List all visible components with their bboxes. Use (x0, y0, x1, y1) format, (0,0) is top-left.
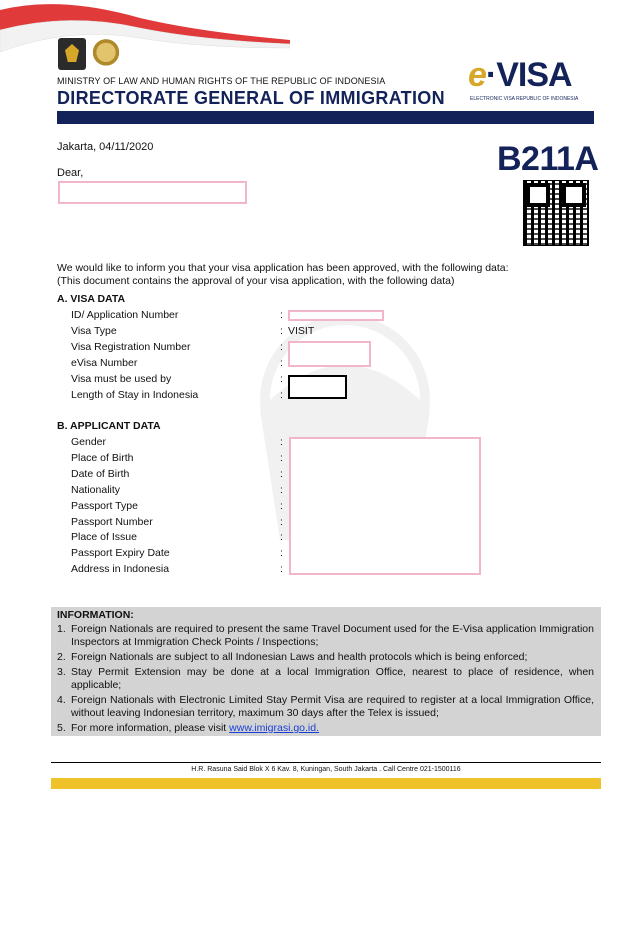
list-item-number: 1. (57, 623, 66, 635)
list-item (57, 623, 594, 649)
field-label-nationality: Nationality (71, 484, 121, 496)
field-colon: : (280, 531, 283, 543)
field-label-address-in-indonesia: Address in Indonesia (71, 563, 170, 575)
list-item (57, 666, 594, 692)
list-item-number: 4. (57, 694, 66, 706)
garuda-seal-icon (90, 38, 122, 70)
footer-address: H.R. Rasuna Said Blok X 6 Kav. 8, Kuningan, South Jakarta . Call Centre 021-1500116 (191, 766, 461, 773)
field-label-application-number: ID/ Application Number (71, 309, 179, 321)
evisa-logo-visa: ·VISA (485, 56, 572, 94)
footer-divider (51, 762, 601, 763)
evisa-logo-subtitle: ELECTRONIC VISA REPUBLIC OF INDONESIA (470, 96, 579, 102)
field-label-passport-expiry-date: Passport Expiry Date (71, 547, 170, 559)
field-label-visa-registration-number: Visa Registration Number (71, 341, 191, 353)
list-item-number: 2. (57, 651, 66, 663)
field-colon: : (280, 452, 283, 464)
redacted-visa-used-by (288, 375, 347, 399)
field-label-evisa-number: eVisa Number (71, 357, 138, 369)
header-divider-bar (57, 111, 594, 124)
field-colon: : (280, 516, 283, 528)
field-label-place-of-birth: Place of Birth (71, 452, 134, 464)
visa-data-title: A. VISA DATA (57, 293, 126, 305)
field-value-visa-type: VISIT (288, 325, 315, 337)
list-item-text: Foreign Nationals with Electronic Limited Stay Permit Visa are required to register at a local Immigration Office, without leaving Indonesian territory, maximum 30 days after the Telex is issued; (71, 694, 594, 719)
list-item-text: Stay Permit Extension may be done at a local Immigration Office, nearest to place of residence, when applicable; (71, 666, 594, 691)
field-label-passport-number: Passport Number (71, 516, 153, 528)
ministry-name: MINISTRY OF LAW AND HUMAN RIGHTS OF THE REPUBLIC OF INDONESIA (57, 76, 386, 86)
field-colon: : (280, 341, 283, 353)
information-list (57, 623, 594, 737)
indonesia-flag-ribbon (0, 0, 290, 60)
redacted-application-number (288, 310, 384, 321)
list-item-text: Foreign Nationals are subject to all Indonesian Laws and health protocols which is being enforced; (71, 651, 528, 663)
field-label-visa-type: Visa Type (71, 325, 117, 337)
field-colon: : (280, 547, 283, 559)
list-item-number: 5. (57, 722, 66, 734)
immigration-emblem-icon (58, 38, 86, 70)
salutation: Dear, (57, 167, 84, 179)
field-colon: : (280, 563, 283, 575)
redacted-registration-evisa-number (288, 341, 371, 367)
applicant-data-title: B. APPLICANT DATA (57, 420, 161, 432)
directorate-title: DIRECTORATE GENERAL OF IMMIGRATION (57, 88, 445, 108)
field-colon: : (280, 468, 283, 480)
evisa-logo (468, 56, 598, 106)
list-item (57, 722, 594, 735)
ministry-emblems (58, 38, 122, 70)
intro-line-1: We would like to inform you that your visa application has been approved, with the following data: (57, 262, 509, 274)
field-colon: : (280, 484, 283, 496)
field-colon: : (280, 309, 283, 321)
intro-line-2: (This document contains the approval of your visa application, with the following data) (57, 275, 455, 287)
field-colon: : (280, 357, 283, 369)
field-label-date-of-birth: Date of Birth (71, 468, 130, 480)
field-label-visa-used-by: Visa must be used by (71, 373, 172, 385)
field-colon: : (280, 325, 283, 337)
intro-text (57, 262, 509, 288)
list-item-text: Foreign Nationals are required to present the same Travel Document used for the E-Visa application Immigration Inspectors at Immigration Check Points / Inspections; (71, 623, 594, 648)
field-colon: : (280, 373, 283, 385)
imigrasi-website-link[interactable]: www.imigrasi.go.id. (229, 722, 320, 734)
qr-code-icon (523, 180, 589, 246)
information-title: INFORMATION: (57, 609, 134, 621)
redacted-applicant-details (289, 437, 481, 575)
field-label-passport-type: Passport Type (71, 500, 138, 512)
visa-code: B211A (497, 140, 599, 178)
list-item-number: 3. (57, 666, 66, 678)
list-item (57, 694, 594, 720)
field-label-gender: Gender (71, 436, 107, 448)
field-label-length-of-stay: Length of Stay in Indonesia (71, 389, 199, 401)
redacted-applicant-name (58, 181, 247, 204)
field-colon: : (280, 436, 283, 448)
field-colon: : (280, 389, 283, 401)
field-colon: : (280, 500, 283, 512)
list-item-text: For more information, please visit (71, 722, 230, 734)
information-box (51, 607, 601, 736)
footer-color-bar (51, 778, 601, 789)
evisa-logo-e: e (468, 56, 486, 94)
field-label-place-of-issue: Place of Issue (71, 531, 137, 543)
list-item (57, 651, 594, 664)
letter-date: Jakarta, 04/11/2020 (57, 141, 154, 153)
